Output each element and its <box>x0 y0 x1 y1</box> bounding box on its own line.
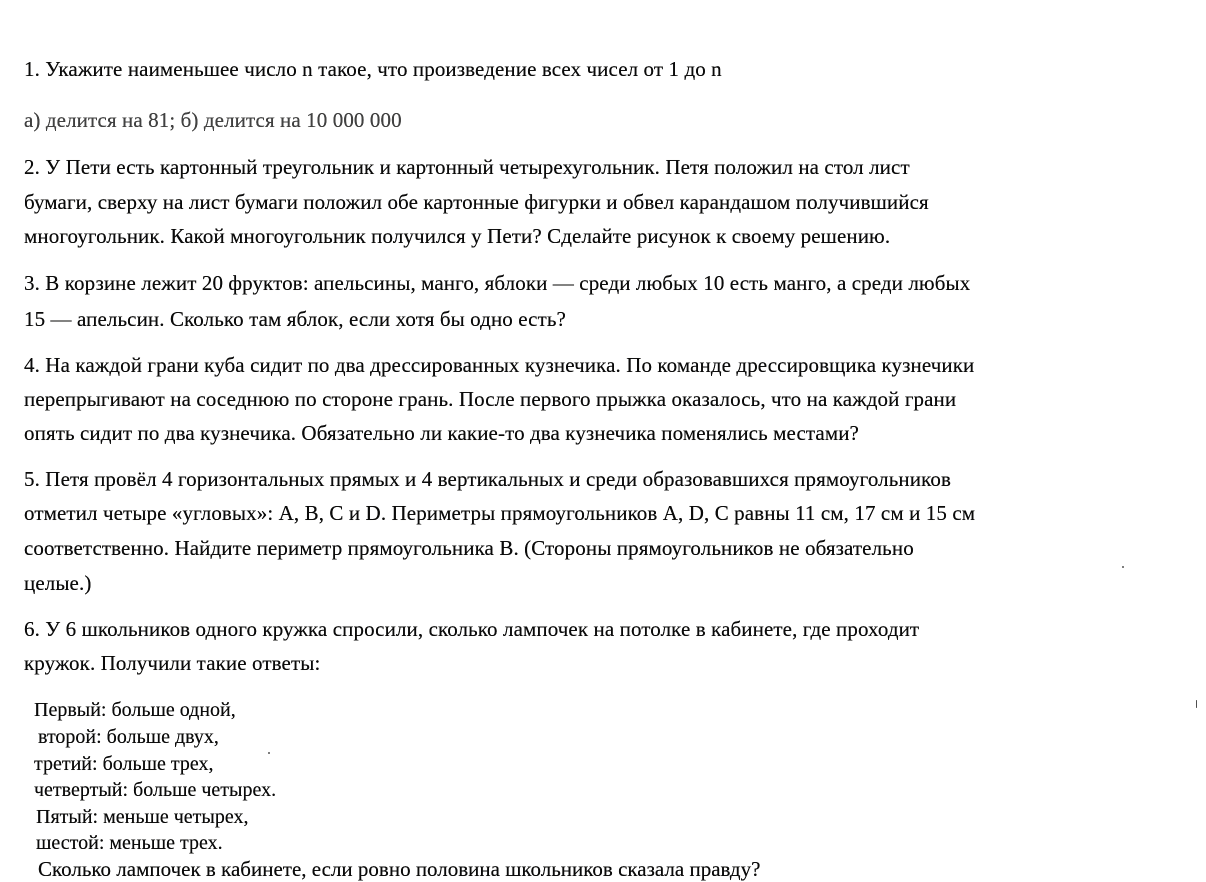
problem-3-line-2: 15 — апельсин. Сколько там яблок, если хотя бы одно есть? <box>24 307 566 331</box>
problem-1-line-1: 1. Укажите наименьшее число n такое, что произведение всех чисел от 1 до n <box>24 57 722 81</box>
problem-2-line-2: бумаги, сверху на лист бумаги положил обе картонные фигурки и обвел карандашом получившийся <box>24 190 929 214</box>
scan-speck <box>268 752 270 754</box>
problem-5-line-2: отметил четыре «угловых»: A, B, C и D. Периметры прямоугольников A, D, C равны 11 см, 17 см и 15 см <box>24 501 976 525</box>
problem-4-line-2: перепрыгивают на соседнюю по стороне грань. После первого прыжка оказалось, что на каждой грани <box>24 387 957 411</box>
answer-sixth: шестой: меньше трех. <box>36 832 223 854</box>
problem-2-line-3: многоугольник. Какой многоугольник получился у Пети? Сделайте рисунок к своему решению. <box>24 224 891 248</box>
problem-2-line-1: 2. У Пети есть картонный треугольник и картонный четырехугольник. Петя положил на стол лист <box>24 155 910 179</box>
problem-6-line-2: кружок. Получили такие ответы: <box>24 651 321 675</box>
problem-5-line-4: целые.) <box>24 571 92 595</box>
answer-second: второй: больше двух, <box>38 726 219 748</box>
problem-3-line-1: 3. В корзине лежит 20 фруктов: апельсины, манго, яблоки — среди любых 10 есть манго, а среди любых <box>24 271 971 295</box>
problem-4-line-1: 4. На каждой грани куба сидит по два дрессированных кузнечика. По команде дрессировщика кузнечики <box>24 353 975 377</box>
problem-5-line-1: 5. Петя провёл 4 горизонтальных прямых и 4 вертикальных и среди образовавшихся прямоугольников <box>24 467 951 491</box>
answer-first: Первый: больше одной, <box>34 699 236 721</box>
scan-speck <box>1122 566 1124 568</box>
problem-4-line-3: опять сидит по два кузнечика. Обязательно ли какие-то два кузнечика поменялись местами? <box>24 421 859 445</box>
problem-1-line-2: а) делится на 81; б) делится на 10 000 000 <box>24 108 402 132</box>
scan-speck <box>1196 700 1197 708</box>
answer-third: третий: больше трех, <box>34 753 214 775</box>
answer-fourth: четвертый: больше четырех. <box>34 779 277 801</box>
answer-fifth: Пятый: меньше четырех, <box>36 806 249 828</box>
problem-5-line-3: соответственно. Найдите периметр прямоугольника B. (Стороны прямоугольников не обязательно <box>24 536 914 560</box>
problem-6-line-1: 6. У 6 школьников одного кружка спросили, сколько лампочек на потолке в кабинете, где проходит <box>24 617 920 641</box>
final-question: Сколько лампочек в кабинете, если ровно половина школьников сказала правду? <box>38 857 761 881</box>
